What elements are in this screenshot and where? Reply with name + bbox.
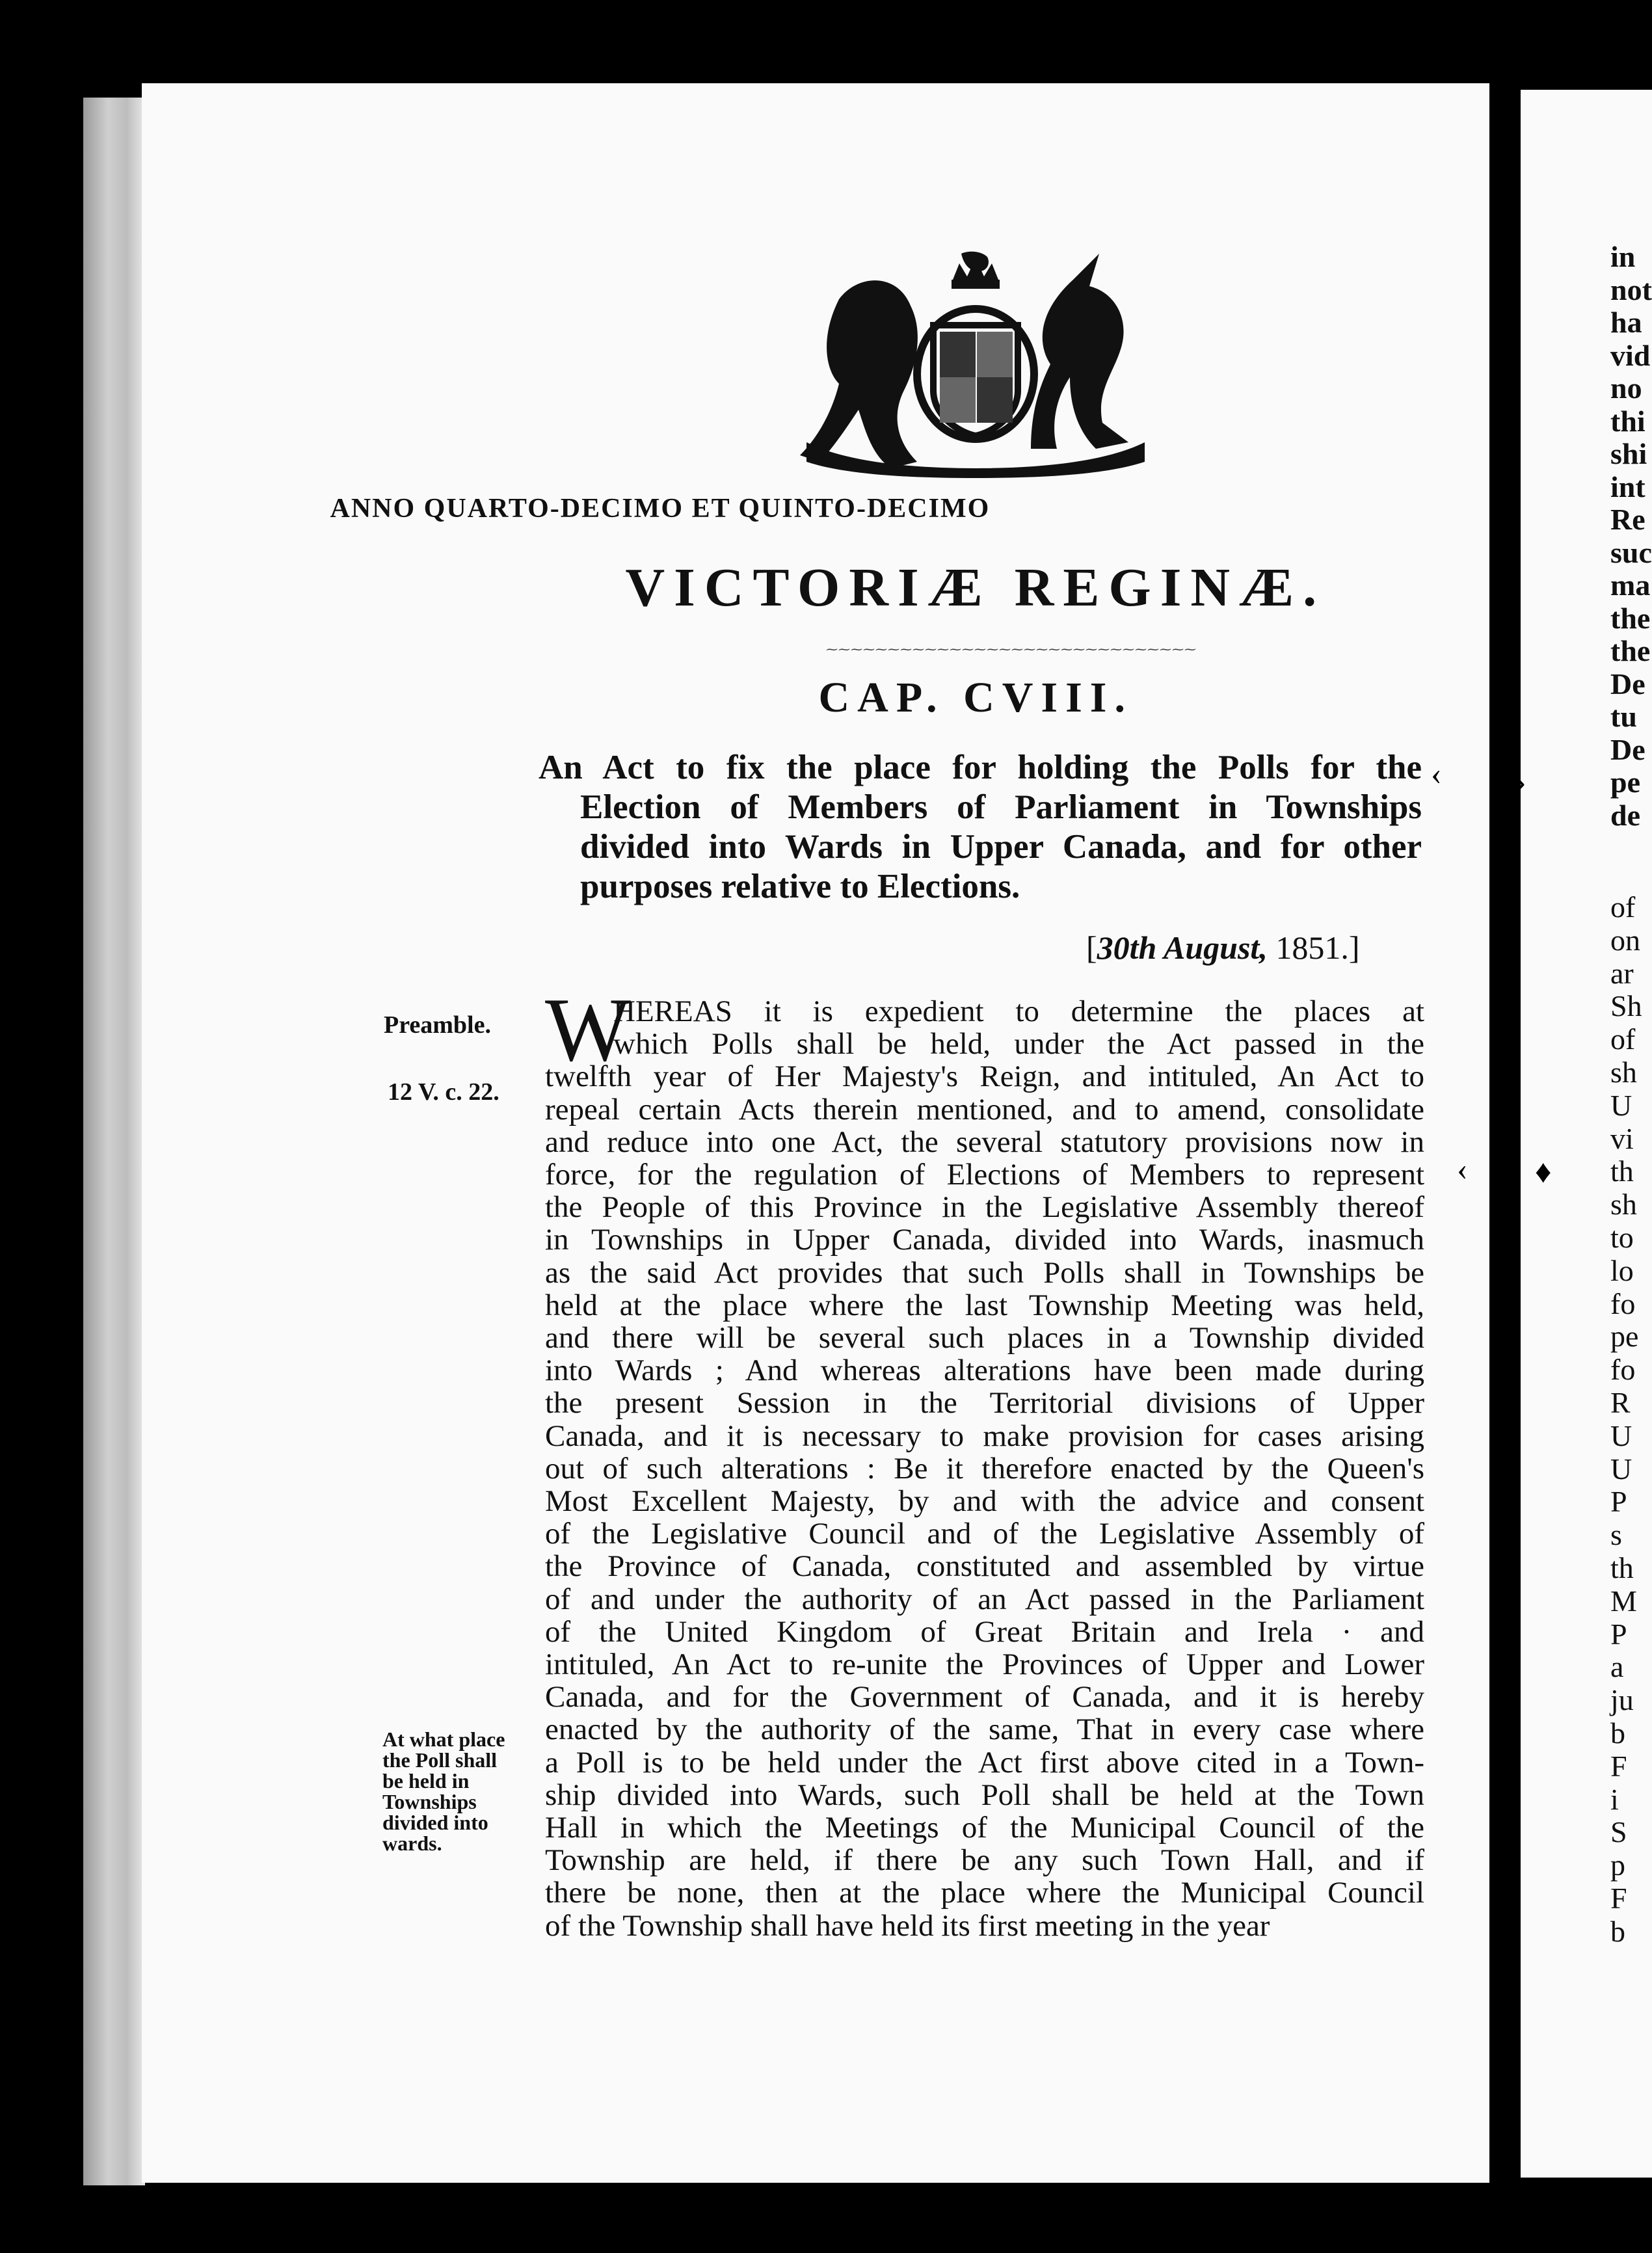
next-page-line: ha [1610, 306, 1642, 339]
body-line: out of such alterations : Be it therefore enacted by the Queen's [545, 1451, 1424, 1486]
body-line: Most Excellent Majesty, by and with the advice and consent [545, 1484, 1424, 1519]
body-line: Township are held, if there be any such Town Hall, and if [545, 1843, 1424, 1878]
body-line: the People of this Province in the Legislative Assembly thereof [545, 1190, 1424, 1225]
page-gutter [1489, 83, 1521, 2183]
drop-capital: W [545, 980, 632, 1080]
next-page-line: vi [1610, 1121, 1634, 1155]
body-line: of and under the authority of an Act passed in the Parliament [545, 1582, 1424, 1616]
next-page-line: pe [1610, 1320, 1639, 1353]
next-page-line: Sh [1610, 989, 1642, 1023]
body-line: as the said Act provides that such Polls shall in Townships be [545, 1255, 1424, 1290]
next-page-line: P [1610, 1617, 1627, 1651]
next-page-line: the [1610, 634, 1651, 667]
next-page-line: M [1610, 1584, 1637, 1618]
body-line: intituled, An Act to re-unite the Provinces of Upper and Lower [545, 1647, 1424, 1682]
royal-coat-of-arms-icon [793, 254, 1158, 475]
title-line: Election of Members of Parliament in Townships [580, 788, 1422, 826]
body-line: HEREAS it is expedient to determine the places at [613, 994, 1424, 1028]
next-page-line: vid [1610, 338, 1651, 372]
next-page-line: p [1610, 1848, 1625, 1882]
ornamental-rule: ⁓⁓⁓⁓⁓⁓⁓⁓⁓⁓⁓⁓⁓⁓⁓⁓⁓⁓⁓⁓⁓⁓⁓⁓⁓⁓⁓⁓⁓⁓ [826, 643, 1197, 656]
body-line: and reduce into one Act, the several statutory provisions now in [545, 1125, 1424, 1159]
act-body-text [545, 995, 1424, 1942]
margin-note-line: wards. [382, 1832, 442, 1855]
body-line: of the Legislative Council and of the Legislative Assembly of [545, 1517, 1424, 1551]
body-line: there be none, then at the place where the Municipal Council [545, 1876, 1424, 1910]
next-page-line: F [1610, 1881, 1627, 1915]
body-line: of the United Kingdom of Great Britain and Irela · and [545, 1614, 1424, 1649]
body-line: in Townships in Upper Canada, divided into Wards, inasmuch [545, 1223, 1424, 1257]
body-line: a Poll is to be held under the Act first above cited in a Town- [545, 1745, 1424, 1780]
margin-mark-icon: ‹ [1457, 1151, 1468, 1187]
victoriae-reginae-heading: VICTORIÆ REGINÆ. [625, 557, 1326, 618]
title-line: An Act to fix the place for holding the Polls for the [539, 749, 1422, 786]
next-page-line: lo [1610, 1253, 1634, 1287]
margin-mark-icon: › [1515, 763, 1526, 799]
body-line: and there will be several such places in a Township divided [545, 1321, 1424, 1355]
next-page-line: not [1610, 273, 1652, 306]
body-line: Canada, and it is necessary to make provision for cases arising [545, 1419, 1424, 1453]
next-page-line: P [1610, 1485, 1627, 1519]
body-line: the Province of Canada, constituted and assembled by virtue [545, 1549, 1424, 1584]
next-page-line: th [1610, 1154, 1634, 1188]
body-line: of the Township shall have held its first meeting in the year [545, 1908, 1270, 1943]
date-bracket: [ [1086, 929, 1097, 966]
next-page-line: U [1610, 1452, 1632, 1486]
next-page-line: F [1610, 1749, 1627, 1783]
body-line: into Wards ; And whereas alterations have been made during [545, 1353, 1424, 1388]
body-line: twelfth year of Her Majesty's Reign, and intituled, An Act to [545, 1060, 1424, 1094]
next-page-line: sh [1610, 1055, 1637, 1089]
next-page-line: ju [1610, 1683, 1634, 1717]
next-page-line: a [1610, 1650, 1624, 1684]
next-page-line: int [1610, 470, 1645, 503]
next-page-line: on [1610, 923, 1640, 957]
date-day: 30th August, [1097, 929, 1268, 966]
next-page-line: Re [1610, 503, 1645, 536]
margin-mark-icon: ‹ [1431, 755, 1442, 792]
next-page-line: fo [1610, 1353, 1636, 1387]
next-page-line: in [1610, 240, 1636, 273]
next-page-line: shi [1610, 437, 1647, 470]
next-page-line: to [1610, 1220, 1634, 1254]
next-page-line: De [1610, 667, 1645, 700]
chapter-heading: CAP. CVIII. [818, 674, 1133, 721]
next-page-line: S [1610, 1815, 1627, 1849]
next-page-line: of [1610, 890, 1636, 924]
title-line: divided into Wards in Upper Canada, and for other [580, 828, 1422, 866]
act-title [539, 748, 1422, 907]
regnal-year-heading: ANNO QUARTO-DECIMO ET QUINTO-DECIMO [330, 494, 991, 524]
next-page-line: fo [1610, 1286, 1636, 1320]
next-page-fragment-top [1610, 241, 1652, 832]
next-page-line: s [1610, 1518, 1622, 1552]
body-line: the present Session in the Territorial divisions of Upper [545, 1386, 1424, 1420]
body-line: which Polls shall be held, under the Act passed in the [613, 1027, 1424, 1061]
next-page-line: De [1610, 732, 1645, 766]
next-page-line: thi [1610, 404, 1645, 438]
next-page-line: ar [1610, 956, 1634, 990]
next-page-line: i [1610, 1782, 1619, 1816]
next-page-line: ma [1610, 568, 1651, 602]
next-page-line: th [1610, 1551, 1634, 1584]
body-line: Hall in which the Meetings of the Municipal Council of the [545, 1811, 1424, 1845]
body-line: ship divided into Wards, such Poll shall be held at the Town [545, 1778, 1424, 1812]
next-page-line: no [1610, 371, 1642, 405]
title-line: purposes relative to Elections. [580, 868, 1020, 905]
margin-note-line: be held in [382, 1769, 470, 1793]
body-line: held at the place where the last Township Meeting was held, [545, 1288, 1424, 1322]
next-page-line: sh [1610, 1188, 1637, 1221]
next-page-line: b [1610, 1914, 1625, 1948]
body-line: enacted by the authority of the same, That in every case where [545, 1713, 1424, 1747]
margin-note-statute: 12 V. c. 22. [388, 1078, 500, 1106]
next-page-line: pe [1610, 766, 1640, 799]
margin-mark-icon: ♦ [1535, 1153, 1552, 1190]
margin-note-preamble: Preamble. [384, 1011, 491, 1039]
next-page-line: tu [1610, 700, 1637, 733]
next-page-line: U [1610, 1419, 1632, 1452]
body-line: Canada, and for the Government of Canada, and it is hereby [545, 1680, 1424, 1714]
next-page-line: de [1610, 798, 1640, 832]
date-year: 1851.] [1267, 929, 1360, 966]
next-page-line: the [1610, 601, 1651, 635]
margin-note-poll-place [382, 1729, 539, 1854]
next-page-line: R [1610, 1385, 1631, 1419]
body-line: force, for the regulation of Elections of Members to represent [545, 1158, 1424, 1192]
body-line: repeal certain Acts therein mentioned, and to amend, consolidate [545, 1092, 1424, 1126]
next-page-line: b [1610, 1716, 1625, 1750]
margin-note-line: At what place [382, 1727, 505, 1751]
book-spine [83, 98, 145, 2185]
next-page-line: suc [1610, 535, 1652, 569]
next-page-fragment-bottom [1610, 891, 1642, 1949]
margin-note-line: divided into [382, 1811, 488, 1834]
margin-note-line: Townships [382, 1790, 477, 1813]
next-page-line: U [1610, 1088, 1632, 1122]
margin-note-line: the Poll shall [382, 1748, 498, 1772]
next-page-line: of [1610, 1022, 1636, 1056]
